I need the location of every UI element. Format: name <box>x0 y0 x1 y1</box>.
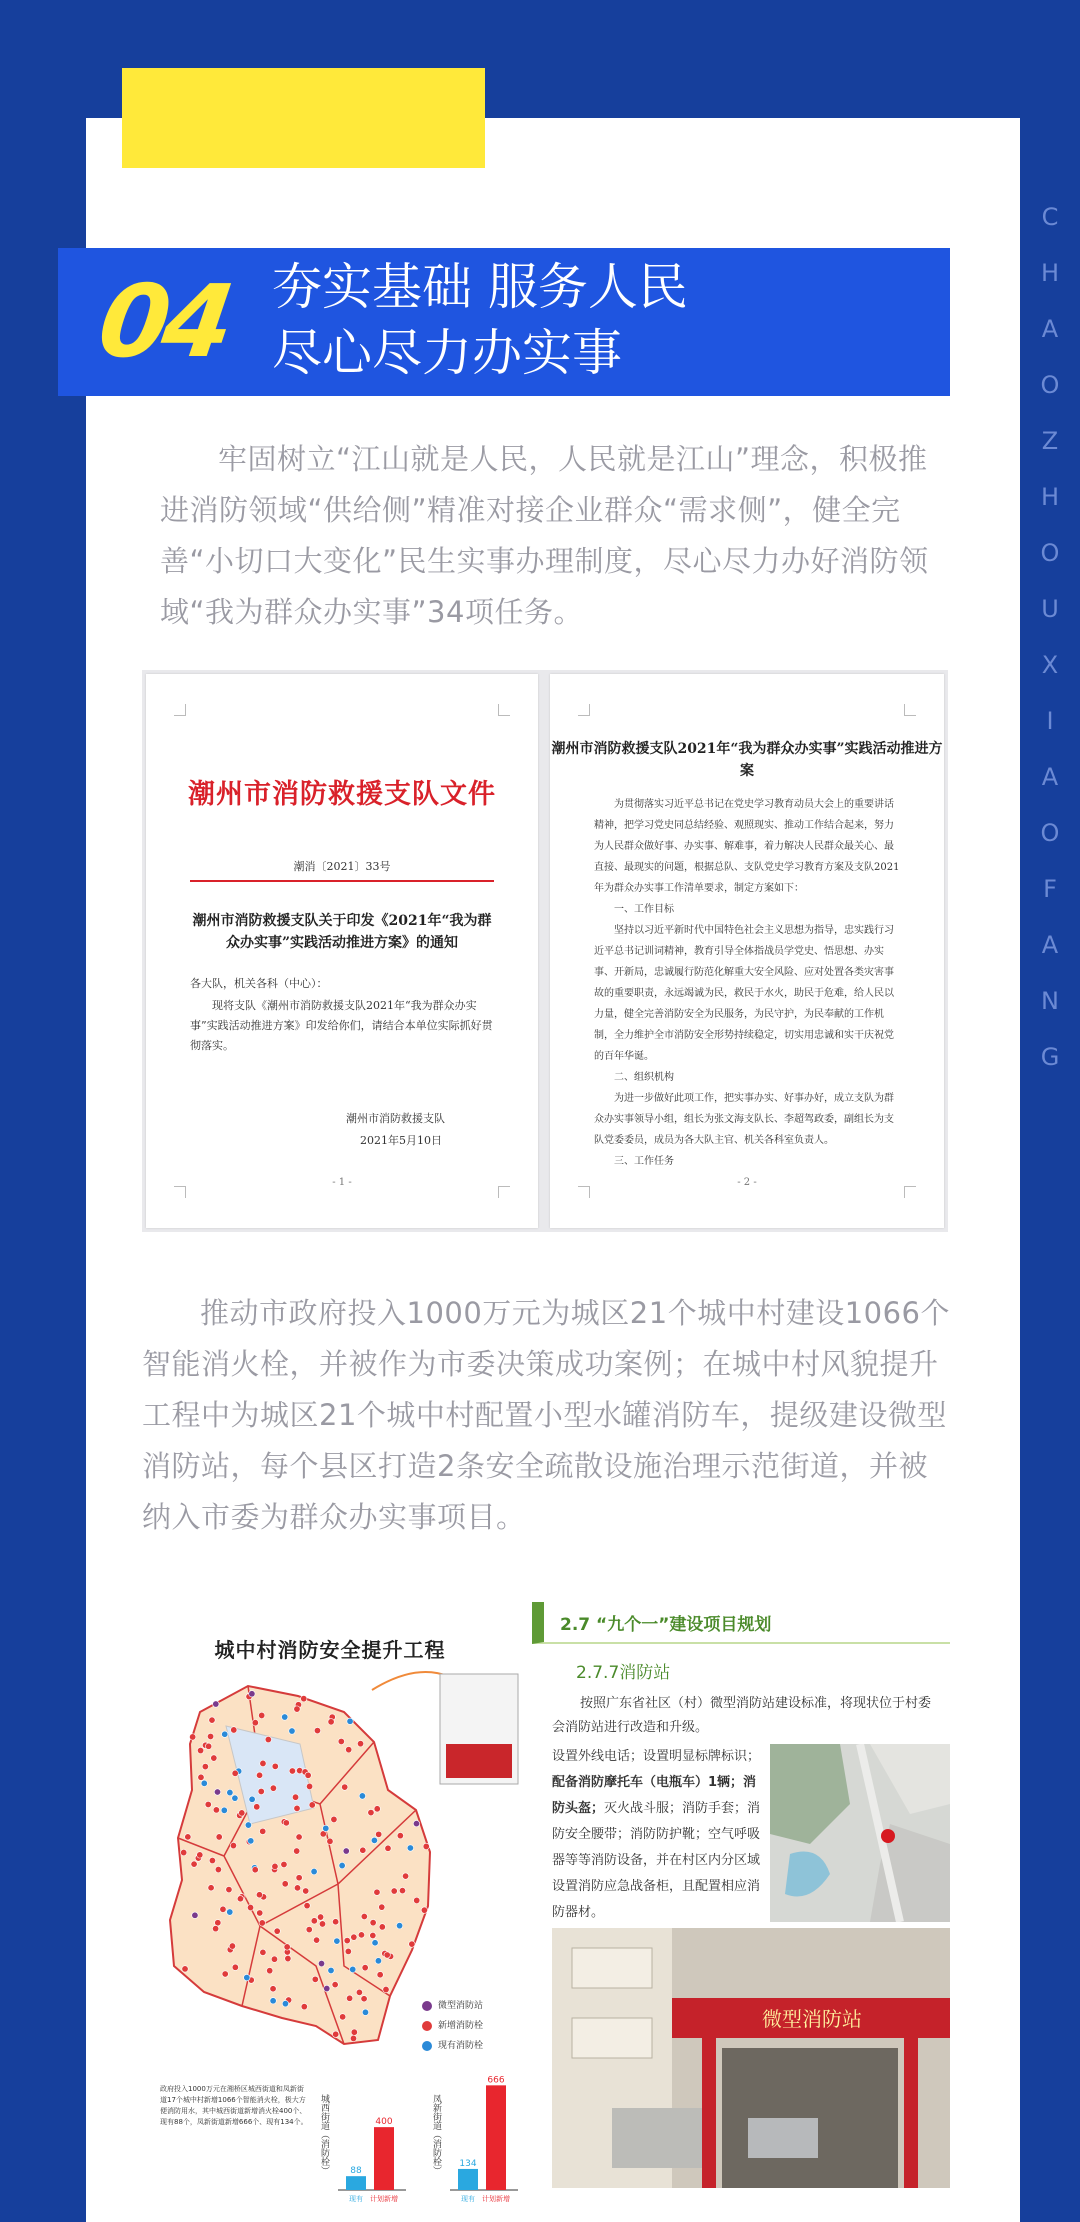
document-scans <box>142 670 948 1232</box>
bar-value-label: 134 <box>459 2158 477 2169</box>
doc-number: 潮消〔2021〕33号 <box>293 860 391 873</box>
hydrant-marker <box>227 1789 233 1795</box>
aerial-map-image <box>770 1744 950 1922</box>
hydrant-marker <box>343 1848 349 1854</box>
hydrant-marker <box>270 1998 276 2004</box>
fire-station-photo <box>552 1928 950 2188</box>
hydrant-marker <box>372 1940 378 1946</box>
yellow-accent-bar <box>122 68 485 168</box>
legend-marker-icon <box>422 2021 432 2031</box>
hydrant-marker <box>205 1743 211 1749</box>
doc-signer: 潮州市消防救援支队 <box>346 1112 445 1125</box>
hydrant-marker <box>232 1964 238 1970</box>
plan-panel <box>532 1594 950 2222</box>
hydrant-marker <box>358 1932 364 1938</box>
hydrant-marker <box>414 1897 420 1903</box>
hydrant-marker <box>327 1838 333 1844</box>
hydrant-marker <box>332 1919 338 1925</box>
hydrant-marker <box>319 1921 325 1927</box>
hydrant-marker <box>231 1727 237 1733</box>
doc-page-number: - 1 - <box>332 1177 352 1188</box>
plan-heading-bar <box>532 1602 950 1644</box>
hydrant-marker <box>256 1892 262 1898</box>
hydrant-marker <box>323 1825 329 1831</box>
hydrant-marker <box>396 1922 402 1928</box>
bar <box>374 2127 394 2190</box>
hydrant-marker <box>391 1888 397 1894</box>
document-page-2 <box>550 674 944 1228</box>
paragraph-projects-text: 推动市政府投入1000万元为城区21个城中村建设1066个智能消火栓，并被作为市委决策成功案例；在城中村风貌提升工程中为城区21个城中村配置小型水罐消防车，提级建设微型消防站，每个县区打造2条安全疏散设施治理示范街道，并被纳入市委为群众办实事项目。 <box>142 1296 951 1534</box>
side-letter: A <box>1041 763 1061 791</box>
hydrant-marker <box>282 2000 288 2006</box>
bar-chart-title: 城西街道（消防栓） <box>319 2094 329 2175</box>
side-letter: G <box>1040 1043 1062 1071</box>
hydrant-marker <box>226 1886 232 1892</box>
section-number: 04 <box>91 263 236 380</box>
hydrant-marker <box>360 1847 366 1853</box>
hydrant-marker <box>312 1976 318 1982</box>
plan-heading: 2.7 “九个一”建设项目规划 <box>560 1615 772 1635</box>
hydrant-marker <box>361 1996 367 2002</box>
hydrant-marker <box>239 1810 245 1816</box>
hydrant-marker <box>402 1873 408 1879</box>
hydrant-marker <box>293 1848 299 1854</box>
legend-item <box>422 1996 483 2016</box>
hydrant-marker <box>350 1966 356 1972</box>
hydrant-marker <box>267 1967 273 1973</box>
hydrant-marker <box>207 1733 213 1739</box>
hydrant-marker <box>272 1863 278 1869</box>
hydrant-marker <box>379 1904 385 1910</box>
bar <box>458 2169 478 2190</box>
side-letter: N <box>1041 987 1061 1015</box>
hydrant-marker <box>409 1941 415 1947</box>
hydrant-marker <box>230 1842 236 1848</box>
hydrant-marker <box>185 1834 191 1840</box>
paragraph-intro-text: 牢固树立“江山就是人民，人民就是江山”理念，积极推进消防领域“供给侧”精准对接企业群众“需求侧”，健全完善“小切口大变化”民生实事办理制度，尽心尽力办好消防领域“我为群众办实事”34项任务。 <box>160 442 929 629</box>
hydrant-marker <box>252 1720 258 1726</box>
hydrant-marker <box>359 1793 365 1799</box>
hydrant-marker <box>374 1806 380 1812</box>
hydrant-marker <box>351 1934 357 1940</box>
hydrant-marker <box>318 1960 324 1966</box>
hydrant-marker <box>257 1910 263 1916</box>
hydrant-marker <box>296 1834 302 1840</box>
side-letter: I <box>1046 707 1056 735</box>
hydrant-marker <box>283 1820 289 1826</box>
hydrant-marker <box>345 1948 351 1954</box>
section-title-line2: 尽心尽力办实事 <box>272 324 622 382</box>
paragraph-projects <box>142 1288 950 1543</box>
hydrant-marker <box>311 1868 317 1874</box>
hydrant-marker <box>222 1971 228 1977</box>
hydrant-marker <box>292 1794 298 1800</box>
hydrant-marker <box>254 1804 260 1810</box>
bar-value-label: 88 <box>350 2166 362 2177</box>
legend-item <box>422 2016 483 2036</box>
hydrant-marker <box>258 1712 264 1718</box>
hydrant-marker <box>328 1967 334 1973</box>
paragraph-intro <box>160 434 950 638</box>
bar-category-label: 现有 <box>461 2195 475 2203</box>
side-letter: O <box>1040 371 1062 399</box>
bar-category-label: 计划新增 <box>482 2195 510 2203</box>
hydrant-marker <box>313 1937 319 1943</box>
hydrant-marker <box>215 1866 221 1872</box>
doc2-title: 潮州市消防救援支队2021年“我为群众办实事”实践活动推进方案 <box>551 741 943 779</box>
plan-text-intro: 按照广东省社区（村）微型消防站建设标准，将现状位于村委会消防站进行改造和升级。 <box>552 1696 932 1735</box>
hydrant-marker <box>339 2014 345 2020</box>
hydrant-marker <box>232 1770 238 1776</box>
hydrant-marker <box>192 1912 198 1918</box>
hydrant-marker <box>341 1784 347 1790</box>
hydrant-marker <box>281 1861 287 1867</box>
hydrant-marker <box>362 2009 368 2015</box>
bar-chart-title: 凤新街道（消防栓） <box>431 2094 441 2175</box>
map-region <box>170 1686 430 2044</box>
hydrant-marker <box>202 1763 208 1769</box>
plan-subheading: 2.7.7消防站 <box>576 1663 671 1683</box>
hydrant-marker <box>211 1755 217 1761</box>
doc2-page-number: - 2 - <box>737 1177 757 1188</box>
hydrant-marker <box>294 1885 300 1891</box>
bar <box>346 2176 366 2190</box>
hydrant-marker <box>314 1727 320 1733</box>
section-title-line1: 夯实基础 服务人民 <box>272 258 688 316</box>
hydrant-bar-charts <box>310 2064 530 2214</box>
hydrant-marker <box>189 1734 195 1740</box>
hydrant-marker <box>421 1907 427 1913</box>
hydrant-marker <box>356 1989 362 1995</box>
plan-text-b: 配备消防摩托车（电瓶车）1辆；消防头盔； <box>552 1775 757 1816</box>
hydrant-marker <box>249 1691 255 1697</box>
hydrant-marker <box>331 1816 337 1822</box>
side-letter: H <box>1040 483 1062 511</box>
hydrant-marker <box>272 1763 278 1769</box>
bar-value-label: 666 <box>487 2075 505 2086</box>
hydrant-marker <box>332 1981 338 1987</box>
hydrant-marker <box>282 1881 288 1887</box>
bar <box>486 2085 506 2190</box>
side-letter: F <box>1043 875 1059 903</box>
plan-text-a: 设置外线电话；设置明显标牌标识； <box>552 1749 761 1764</box>
hydrant-marker <box>271 1956 277 1962</box>
hydrant-marker <box>180 1849 186 1855</box>
doc-date: 2021年5月10日 <box>360 1134 442 1147</box>
hydrant-marker <box>227 1909 233 1915</box>
map-panel <box>130 1594 530 2222</box>
hydrant-marker <box>260 1949 266 1955</box>
hydrant-marker <box>220 1906 226 1912</box>
hydrant-marker <box>259 1920 265 1926</box>
plan-text-c: 灭火战斗服；消防手套；消防安全腰带；消防防护靴；空气呼吸器等等消防设备，并在村区内分区域设置消防应急战备柜，且配置相应消防器材。 <box>552 1801 761 1920</box>
hydrant-marker <box>245 1822 251 1828</box>
hydrant-marker <box>198 1774 204 1780</box>
hydrant-marker <box>252 1867 258 1873</box>
hydrant-marker <box>351 2029 357 2035</box>
side-letter: X <box>1041 651 1061 679</box>
hydrant-marker <box>213 1701 219 1707</box>
hydrant-marker <box>368 1809 374 1815</box>
hydrant-marker <box>294 1706 300 1712</box>
hydrant-marker <box>375 1958 381 1964</box>
legend-marker-icon <box>422 2001 432 2011</box>
doc2-para: 为进一步做好此项工作，把实事办实、好事办好，成立支队为群众办实事领导小组，组长为张文海支队长、李超驾政委，副组长为支队党委委员，成员为各大队主官、机关各科室负责人。 <box>594 1093 894 1146</box>
doc2-heading: 一、工作目标 <box>614 904 674 915</box>
hydrant-marker <box>384 1952 390 1958</box>
side-letter: O <box>1040 539 1062 567</box>
hydrant-marker <box>301 2003 307 2009</box>
hydrant-marker <box>260 1828 266 1834</box>
map-title: 城中村消防安全提升工程 <box>214 1638 446 1662</box>
hydrant-marker <box>309 1802 315 1808</box>
doc2-heading: 三、工作任务 <box>614 1156 674 1167</box>
legend-marker-icon <box>422 2041 432 2051</box>
hydrant-marker <box>247 1904 253 1910</box>
hydrant-marker <box>232 1795 238 1801</box>
hydrant-marker <box>377 1972 383 1978</box>
hydrant-marker <box>221 1807 227 1813</box>
doc-recipient: 各大队，机关各科（中心）： <box>190 977 328 990</box>
hydrant-marker <box>339 1862 345 1868</box>
hydrant-marker <box>361 1913 367 1919</box>
hydrant-marker <box>294 1805 300 1811</box>
hydrant-marker <box>302 1888 308 1894</box>
hydrant-marker <box>197 1747 203 1753</box>
hydrant-marker <box>222 1731 228 1737</box>
hydrant-marker <box>324 1985 330 1991</box>
hydrant-marker <box>383 1986 389 1992</box>
side-letter: Z <box>1041 427 1061 455</box>
doc-red-divider <box>190 880 494 882</box>
hydrant-marker <box>256 1772 262 1778</box>
hydrant-marker <box>265 1736 271 1742</box>
hydrant-marker <box>311 1918 317 1924</box>
hydrant-marker <box>304 1902 310 1908</box>
hydrant-marker <box>350 2035 356 2041</box>
hydrant-marker <box>201 1780 207 1786</box>
side-letter: O <box>1040 819 1062 847</box>
doc2-para: 为贯彻落实习近平总书记在党史学习教育动员大会上的重要讲话精神，把学习党史同总结经验、观照现实、推动工作结合起来，努力为人民群众做好事、办实事、解难事，着力解决人民群众最关心、最直接、最现实的问题，根据总队、支队党史学习教育方案及支队2021年为群众办实事工作清单要求，制定方案如下： <box>594 799 900 894</box>
hydrant-marker <box>328 1719 334 1725</box>
hydrant-marker <box>397 1832 403 1838</box>
side-letter: C <box>1041 203 1061 231</box>
bar-category-label: 计划新增 <box>370 2195 398 2203</box>
hydrant-marker <box>296 1875 302 1881</box>
hydrant-marker <box>407 1845 413 1851</box>
hydrant-marker <box>306 1783 312 1789</box>
hydrant-marker <box>284 1944 290 1950</box>
hydrant-marker <box>399 1887 405 1893</box>
legend-label: 新增消防栓 <box>438 2021 484 2031</box>
hydrant-marker <box>334 1938 340 1944</box>
hydrant-marker <box>346 1995 352 2001</box>
hydrant-marker <box>289 1728 295 1734</box>
hydrant-marker <box>344 1937 350 1943</box>
hydrant-marker <box>317 1914 323 1920</box>
hydrant-marker <box>338 1738 344 1744</box>
document-page-1 <box>146 674 538 1228</box>
infographic <box>130 1594 950 2222</box>
side-letter: H <box>1040 259 1062 287</box>
legend-label: 现有消防栓 <box>438 2041 484 2051</box>
hydrant-marker <box>347 1718 353 1724</box>
legend-label: 微型消防站 <box>438 2001 484 2011</box>
doc-body: 现将支队《潮州市消防救援支队2021年“我为群众办实事”实践活动推进方案》印发给你们，请结合本单位实际抓好贯彻落实。 <box>190 999 493 1052</box>
hydrant-marker <box>357 1740 363 1746</box>
hydrant-marker <box>345 1746 351 1752</box>
hydrant-marker <box>370 1932 376 1938</box>
hydrant-marker <box>216 1834 222 1840</box>
hydrant-marker <box>282 1714 288 1720</box>
plan-text-equipment <box>552 1744 768 1926</box>
hydrant-marker <box>197 1852 203 1858</box>
doc-red-header: 潮州市消防救援支队文件 <box>188 779 496 810</box>
hydrant-marker <box>209 1717 215 1723</box>
hydrant-marker <box>301 1695 307 1701</box>
hydrant-marker <box>215 1920 221 1926</box>
bar-value-label: 400 <box>375 2117 393 2128</box>
hydrant-marker <box>413 1820 419 1826</box>
bar-category-label: 现有 <box>349 2195 363 2203</box>
hydrant-marker <box>285 1955 291 1961</box>
doc2-body <box>594 794 900 1172</box>
hydrant-marker <box>248 1838 254 1844</box>
hydrant-marker <box>208 1885 214 1891</box>
legend-item <box>422 2036 483 2056</box>
map-legend <box>422 1996 483 2056</box>
hydrant-marker <box>270 1785 276 1791</box>
hydrant-marker <box>209 1857 215 1863</box>
hydrant-marker <box>305 1772 311 1778</box>
doc2-para: 坚持以习近平新时代中国特色社会主义思想为指导，忠实践行习近平总书记训词精神，教育引导全体指战员学党史、悟思想、办实事、开新局，忠诚履行防范化解重大安全风险、应对处置各类灾害事故的重要职责，永远竭诚为民，救民于水火，助民于危难，给人民以力量，健全完善消防安全为民服务，为民守护，为民奉献的工作机制，全力维护全市消防安全形势持续稳定，切实用忠诚和实干庆祝党的百年华诞。 <box>594 925 894 1062</box>
side-letter: A <box>1041 315 1061 343</box>
hydrant-marker <box>375 1831 381 1837</box>
hydrant-marker <box>379 1924 385 1930</box>
side-letter: A <box>1041 931 1061 959</box>
hydrant-marker <box>212 1925 218 1931</box>
side-letter: U <box>1041 595 1061 623</box>
hydrant-marker <box>374 1889 380 1895</box>
side-vertical-text <box>1022 200 1080 1074</box>
hydrant-marker <box>213 1807 219 1813</box>
hydrant-marker <box>205 1801 211 1807</box>
hydrant-marker <box>274 1928 280 1934</box>
hydrant-marker <box>423 1843 429 1849</box>
hydrant-marker <box>182 1966 188 1972</box>
hydrant-marker <box>385 1845 391 1851</box>
section-title <box>272 254 688 386</box>
hydrant-marker <box>258 1788 264 1794</box>
hydrant-marker <box>371 1837 377 1843</box>
hydrant-marker <box>229 1943 235 1949</box>
doc2-heading: 二、组织机构 <box>614 1072 674 1083</box>
hydrant-marker <box>249 1796 255 1802</box>
hydrant-marker <box>289 1768 295 1774</box>
hydrant-marker <box>237 1896 243 1902</box>
hydrant-marker <box>332 2031 338 2037</box>
map-note: 政府投入1000万元在湘桥区城西街道和凤新街道17个城中村新增1066个智能消火栓，极大方便消防用水，其中城西街道新增消火栓400个、现有88个，凤新街道新增666个、现有134个。 <box>160 2085 308 2126</box>
hydrant-marker <box>244 1974 250 1980</box>
hydrant-marker <box>260 1760 266 1766</box>
hydrant-marker <box>362 1964 368 1970</box>
hydrant-marker <box>214 1789 220 1795</box>
doc-notice-title: 潮州市消防救援支队关于印发《2021年“我为群众办实事”实践活动推进方案》的通知 <box>192 913 492 951</box>
hydrant-marker <box>191 1861 197 1867</box>
hydrant-marker <box>270 1986 276 1992</box>
hydrant-marker <box>306 1926 312 1932</box>
station-sign: 微型消防站 <box>762 2007 862 2031</box>
hydrant-marker <box>370 1919 376 1925</box>
